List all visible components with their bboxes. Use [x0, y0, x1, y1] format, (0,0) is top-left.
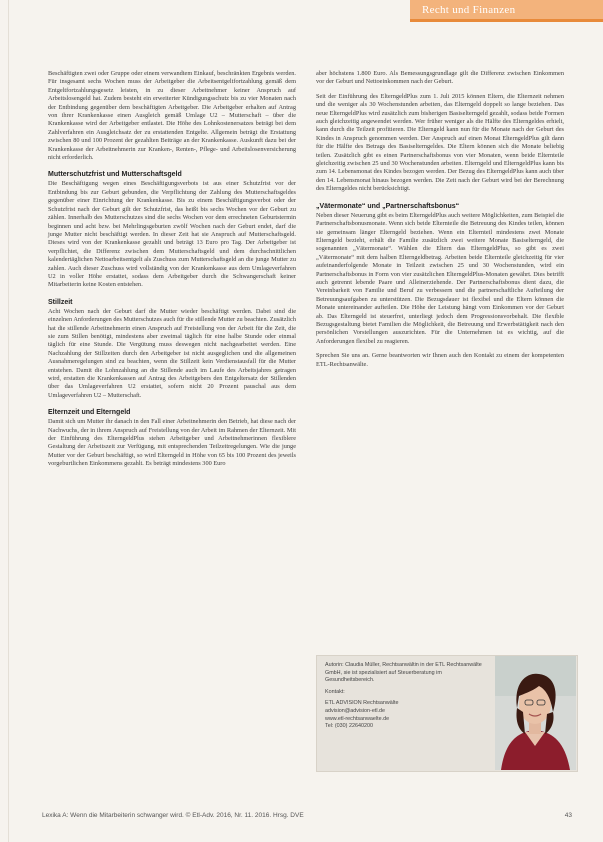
contact-phone: Tel: (030) 22640200: [325, 723, 373, 730]
footer-citation: Lexika A: Wenn die Mitarbeiterin schwanger wird. © Etl-Adv. 2016, Nr. 11. 2016. Hrsg. DVE: [42, 812, 304, 819]
heading-vatermonate: „Vätermonate“ und „Partnerschaftsbonus“: [316, 202, 460, 210]
contact-company: ETL ADVISION Rechtsanwälte: [325, 700, 399, 707]
paragraph: Die Beschäftigung wegen eines Beschäftigungsverbots ist aus einer Schutzfrist vor der Entbindung bis zur Geburt gebunden, die Verpflichtung der Zahlung des Mutterschaftsgeldes gegenüber einer Einrichtung der Krankenkasse. Bis zu einem Beschäftigungsverbot oder der Schutzfrist nach der Geburt gilt der Schutzfrist, das heißt bis sechs Wochen vor der Geburt zu zählen. Innerhalb des Mutterschutzes sind die sechs Wochen vor dem errechneten Geburtstermin beginnen und acht bzw. bei Mehrlingsgeburten zwölf Wochen nach der Geburt endet, darf die junge Mutter nicht beschäftigt werden. In dieser Zeit hat sie Anspruch auf Mutterschaftsgeld. Dieses wird von der Krankenkasse gezahlt und beträgt 13 Euro pro Tag. Der Arbeitgeber ist verpflichtet, die Differenz zwischen dem Mutterschaftsgeld und dem durchschnittlichen kalendertäglichen Nettoarbeitsentgelt als Zuschuss zum Mutterschaftsgeld an die junge Mutter zu zahlen. Auch dieser Zuschuss wird vollständig von der Krankenkasse aus dem Umlageverfahren U2 in voller Höhe erstattet, sodass dem Arbeitgeber durch die Schwangerschaft keiner Mitarbeiterin keine Kosten entstehen.: [48, 180, 296, 289]
contact-label: Kontakt:: [325, 688, 345, 695]
heading-mutterschutz: Mutterschutzfrist und Mutterschaftsgeld: [48, 171, 182, 179]
section-title: Recht und Finanzen: [422, 3, 516, 16]
left-column: [48, 70, 296, 475]
author-portrait-image: [495, 656, 576, 770]
paragraph: Beschäftigten zwei oder Gruppe oder einem verwandtem Einkauf, beschränkten Ergebnis werden. Für insgesamt sechs Wochen muss der Arbeitgeber die Arbeitsentgeltfortzahlung gemäß dem Entgeltfortzahlungsgesetz leisten, in zu dieser Arbeitnehmer keiner Anspruch auf Arbeitslosengeld hat. Zudem besteht ein erweiterter Kündigungsschutz bis zu vier Monaten nach der Entbindung gegenüber dem beschäftigten Arbeitgeber. Die Arbeitgeber erhalten auf Antrag von ihrer Krankenkasse einen Ausgleich gemäß Umlage U2 – Mutterschaft – über die Krankenkasse wird der Arbeitgeber entlastet. Die Höhe des Lohnkostenersatzes beträgt bei dem Zahlverfahren ein Ausgleichsatz der zu erstattenden Entgelte. Allgemein beträgt die Erstattung zwischen 80 und 100 Prozent der gezahlten Beiträge an der Krankenkasse. Auskunft dazu bei der Krankenkasse der Arbeitnehmerin zur Kranken-, Renten-, Pflege- und Arbeitslosenversicherung nicht erforderlich.: [48, 70, 296, 162]
heading-stillzeit: Stillzeit: [48, 298, 73, 306]
author-intro: Autorin: Claudia Müller, Rechtsanwältin in der ETL Rechtsanwälte GmbH, sie ist spezialisiert auf Steuerberatung im Gesundheitsbereich.: [325, 662, 482, 684]
contact-web[interactable]: www.etl-rechtsanwaelte.de: [325, 715, 390, 722]
paragraph-closing: Sprechen Sie uns an. Gerne beantworten wir Ihnen auch den Kontakt zu einem der kompetenten ETL-Rechtsanwälte.: [316, 352, 564, 368]
right-column: [316, 70, 564, 375]
paragraph: Acht Wochen nach der Geburt darf die Mutter wieder beschäftigt werden. Dabei sind die einzelnen Anforderungen des Mutterschutzes auch für die stillende Mutter zu beachten. Zusätzlich hat die stillende Arbeitnehmerin einen Anspruch auf Freistellung von der Arbeit für die Zeit, die sie zum Stillen benötigt, mindestens aber zweimal täglich für eine halbe Stunde oder einmal täglich für eine Stunde. Die Vergütung muss deswegen nicht nachgearbeitet werden. Eine Nachzahlung der Stillzeiten durch den Arbeitgeber ist nicht ausgeglichen und die allgemeinen Ausnahmeregelungen sind zu beachten, wenn die Stillzeit kein Verdienstausfall für die Mutter entstehen. Damit die Lohnzahlung an die Stillende auch im Laufe des Arbeitsjahres getragen wird, erstatten die Krankenkassen auf Antrag des Arbeitgebers den Entgeltersatz der Stillenden über das Umlageverfahren U2 erstattet, sofern nicht 20 Prozent pauschal aus dem Umlageverfahren U2 – Mutterschaft.: [48, 307, 296, 399]
paragraph: Seit der Einführung des ElterngeldPlus zum 1. Juli 2015 können Eltern, die Elternzeit nehmen und die weniger als 30 Wochenstunden arbeiten, das Elterngeld doppelt so lange beziehen. Das neue ElterngeldPlus wird zusätzlich zum bisherigen Basiselterngeld gezahlt, sodass beide Formen auch gleichzeitig angewendet werden. Wer früher weniger als die Hälfte des Elterngeldes erhielt, kann durch die Teilzeit profitieren. Die Elterngeld kann nun für die Monate nach der Geburt des Kindes in Anspruch genommen werden. Der Anspruch auf einen Monat ElterngeldPlus gilt dann für die Hälfte des Betrags des Basiselterngeldes. Die Eltern können sich die Monate beliebig teilen. Zusätzlich gibt es einen Partnerschaftsbonus von vier Monaten, wenn beide Elternteile gleichzeitig zwischen 25 und 30 Wochenstunden arbeiten. Elterngeld und ElterngeldPlus kann bis zum 14. Lebensmonat des Kindes bezogen werden. Der Bezug des ElterngeldPlus kann auch über den 14. Lebensmonat hinaus bezogen werden. Die Zeit nach der Geburt wird bei der Berechnung des Elterngeldes nicht berücksichtigt.: [316, 92, 564, 193]
author-contact-box: [316, 655, 578, 772]
page-footer: [42, 812, 572, 819]
heading-elternzeit: Elternzeit und Elterngeld: [48, 409, 131, 417]
section-header-tab: [410, 0, 603, 22]
page-number: 43: [564, 812, 572, 819]
contact-email[interactable]: advision@advision-etl.de: [325, 707, 386, 714]
paragraph: Damit sich um Mutter ihr danach in den Fall einer Arbeitnehmerin den Betrieb, hat diese nach der Nachwuchs, der in ihrem Anspruch auf Freistellung von der Arbeit im Rahmen der Elternzeit. Mit der Einführung des ElterngeldPlus stehen Arbeitgeber und Arbeitnehmerinnen flexiblere Gestaltung der Arbeitszeit zur Verfügung, mit entsprechenden Teilzeitregelungen. Wie die junge Mutter vor der Geburt beschäftigt, so wird Elterngeld in Höhe von 65 bis 100 Prozent des jeweils vorgeburtlichen Einkommens gezahlt. Es beträgt mindestens 300 Euro: [48, 418, 296, 468]
contact-text: [325, 662, 485, 731]
paragraph: Neben dieser Neuerung gibt es beim ElterngeldPlus auch weitere Möglichkeiten, zum Beispiel die Partnerschaftsbonusmonate. Wenn sich beide Elternteile die Betreuung des Kindes teilen, können sie gemeinsam länger Elterngeld beziehen. Wenn ein Elternteil mindestens zwei Monate Elterngeld bezieht, erhält die Familie zusätzlich zwei weitere Monate Basiselterngeld, die sogenannten „Vätermonate“. Wählen die Eltern das ElterngeldPlus, so gibt es zwei „Vätermonate“ mit dem halben Elterngeldbetrag. Arbeiten beide Elternteile gleichzeitig für vier aufeinanderfolgende Monate in Teilzeit zwischen 25 und 30 Wochenstunden, wird ein Partnerschaftsbonus in Form von vier zusätzlichen ElterngeldPlus-Monaten gewährt. Dies betrifft auch getrennt lebende Paare und Alleinerziehende. Der Partnerschaftsbonus dient dazu, die Vereinbarkeit von Familie und Beruf zu verbessern und die partnerschaftliche Aufteilung der Betreuungsaufgaben zu unterstützen. Die Bezugsdauer ist flexibel und die Eltern können die Monate untereinander aufteilen. Die Höhe der Leistung hängt vom Einkommen vor der Geburt ab. Das Elterngeld ist steuerfrei, unterliegt jedoch dem Progressionsvorbehalt. Die flexible Bezugsgestaltung bietet Familien die Möglichkeit, die Betreuung und Erwerbstätigkeit nach den persönlichen Vorstellungen auszurichten. Für die Unternehmen ist es wichtig, auf die Anforderungen flexibel zu reagieren.: [316, 211, 564, 345]
paragraph: aber höchstens 1.800 Euro. Als Bemessungsgrundlage gilt die Differenz zwischen Einkommen vor der Geburt und Nettoeinkommen nach der Geburt.: [316, 70, 564, 86]
page-fold-line: [8, 0, 9, 842]
author-photo: [495, 656, 576, 770]
